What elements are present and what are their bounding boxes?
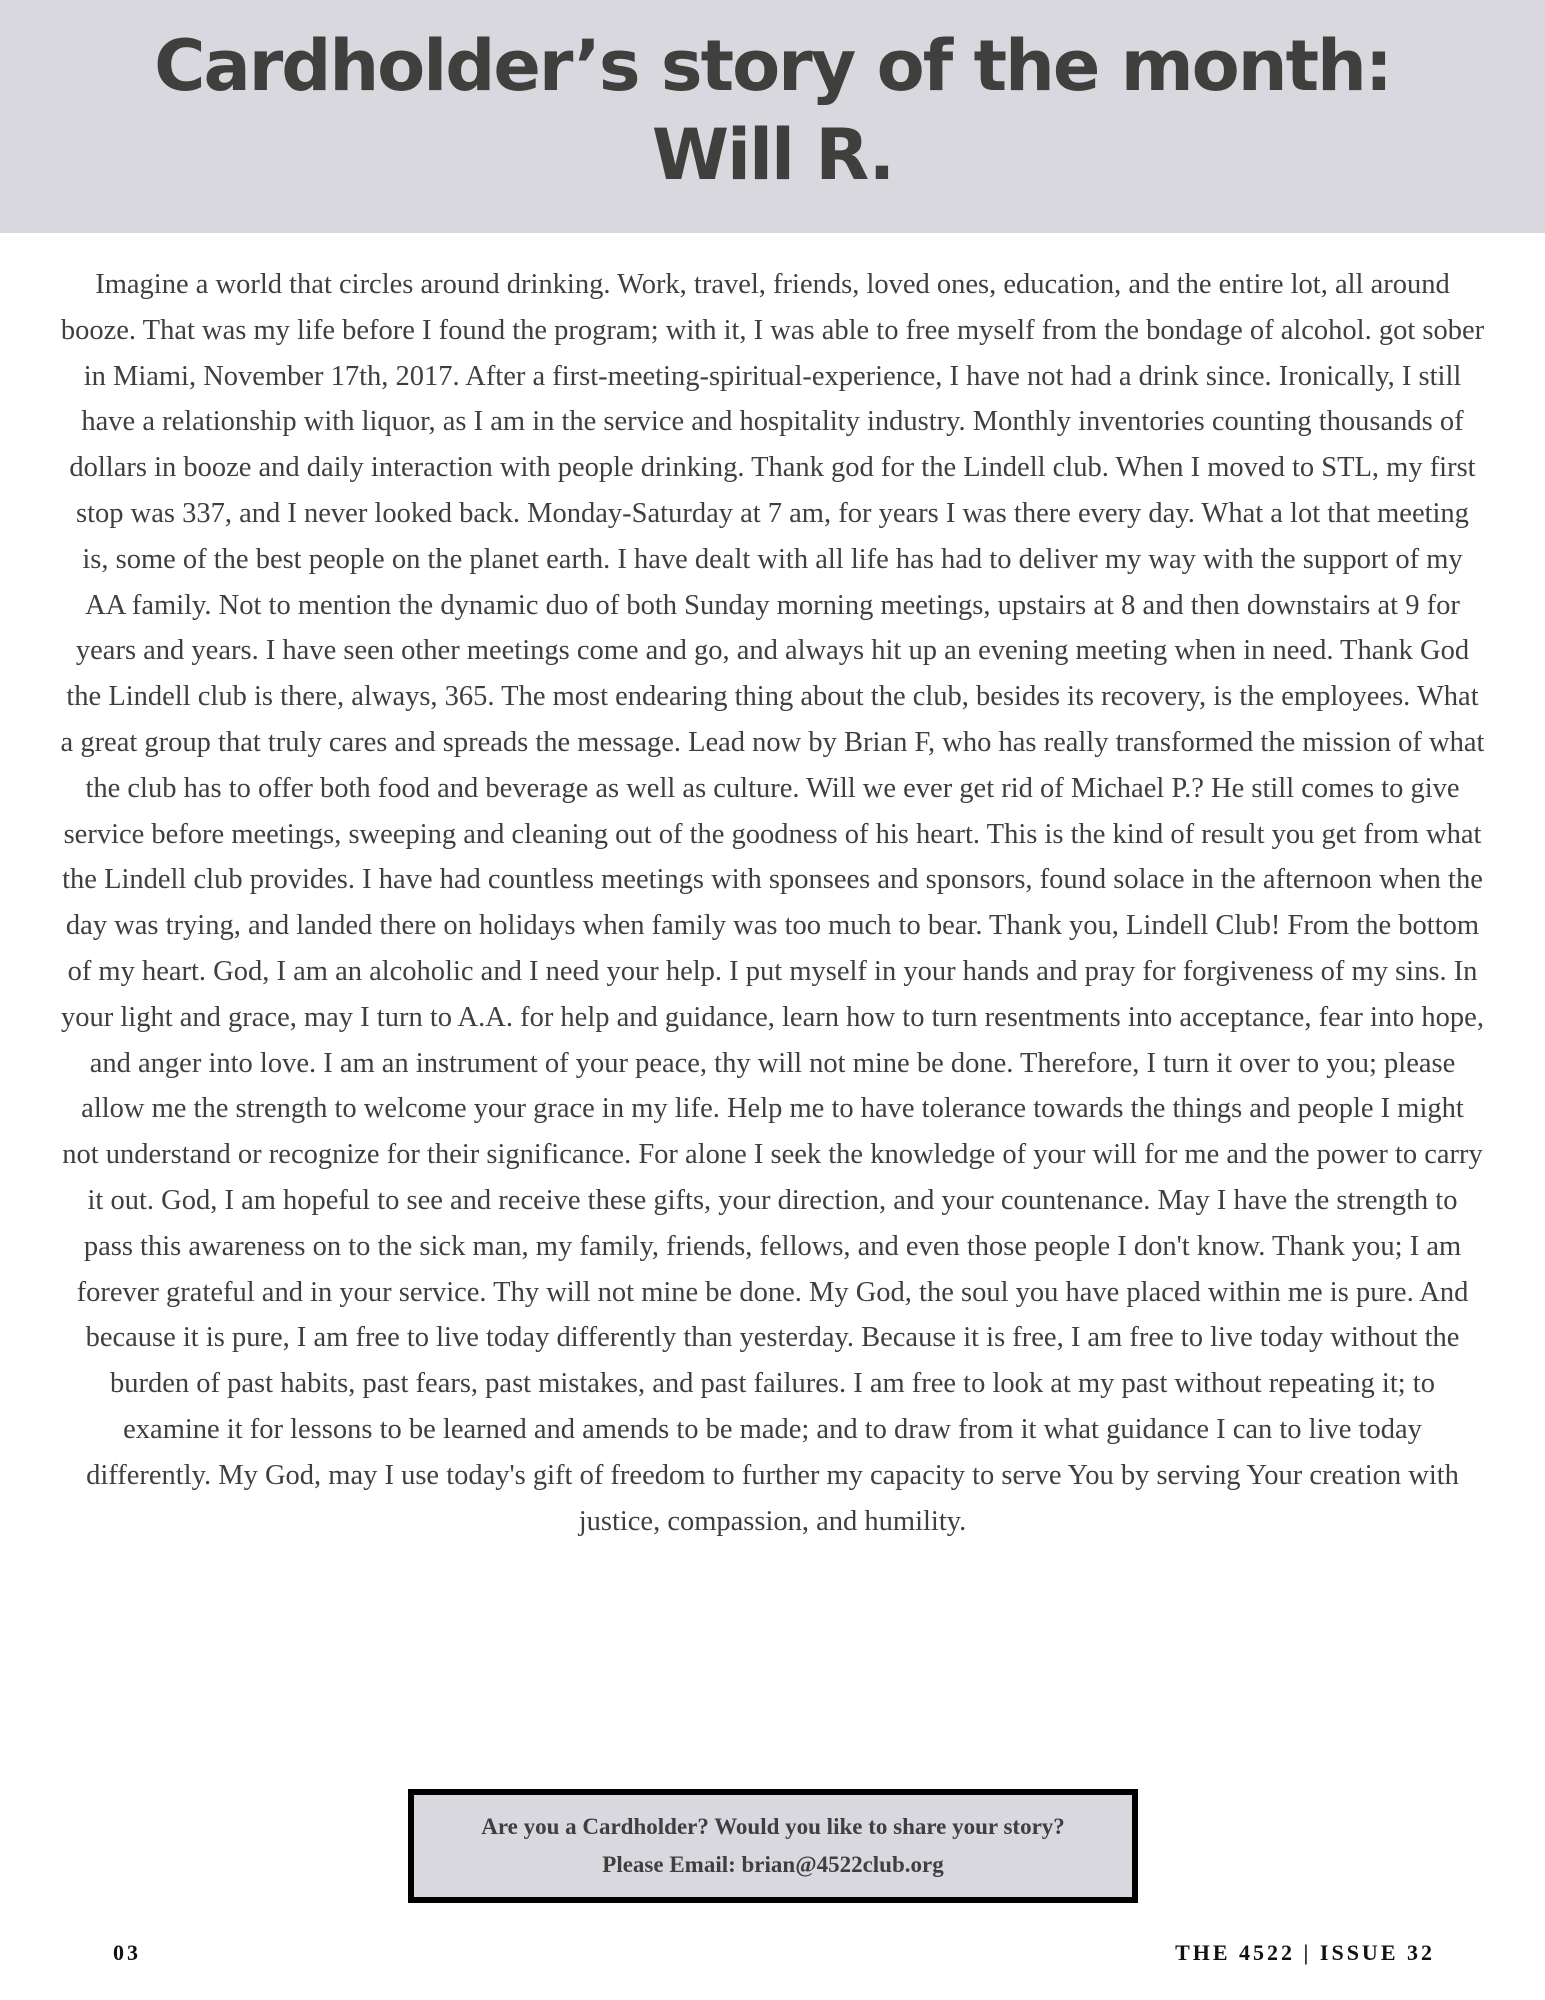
share-story-prompt: Are you a Cardholder? Would you like to share your story? <box>481 1814 1065 1839</box>
publication-issue: THE 4522 | ISSUE 32 <box>1175 1940 1435 1965</box>
header-band <box>0 0 1545 233</box>
share-story-email: Please Email: brian@4522club.org <box>602 1852 944 1877</box>
page-title-line-1: Cardholder’s story of the month: <box>154 25 1391 107</box>
page-number: 03 <box>113 1940 141 1965</box>
story-body: Imagine a world that circles around drinking. Work, travel, friends, loved ones, education, and the entire lot, all around booze. That was my life before I found the program; with it, I was able to free myself from the bondage of alcohol. got sober in Miami, November 17th, 2017. After a first-meeting-spiritual-experience, I have not had a drink since. Ironically, I still have a relationship with liquor, as I am in the service and hospitality industry. Monthly inventories counting thousands of dollars in booze and daily interaction with people drinking. Thank god for the Lindell club. When I moved to STL, my first stop was 337, and I never looked back. Monday-Saturday at 7 am, for years I was there every day. What a lot that meeting is, some of the best people on the planet earth. I have dealt with all life has had to deliver my way with the support of my AA family. Not to mention the dynamic duo of both Sunday morning meetings, upstairs at 8 and then downstairs at 9 for years and years. I have seen other meetings come and go, and always hit up an evening meeting when in need. Thank God the Lindell club is there, always, 365. The most endearing thing about the club, besides its recovery, is the employees. What a great group that truly cares and spreads the message. Lead now by Brian F, who has really transformed the mission of what the club has to offer both food and beverage as well as culture. Will we ever get rid of Michael P.? He still comes to give service before meetings, sweeping and cleaning out of the goodness of his heart. This is the kind of result you get from what the Lindell club provides. I have had countless meetings with sponsees and sponsors, found solace in the afternoon when the day was trying, and landed there on holidays when family was too much to bear. Thank you, Lindell Club! From the bottom of my heart. God, I am an alcoholic and I need your help. I put myself in your hands and pray for forgiveness of my sins. In your light and grace, may I turn to A.A. for help and guidance, learn how to turn resentments into acceptance, fear into hope, and anger into love. I am an instrument of your peace, thy will not mine be done. Therefore, I turn it over to you; please allow me the strength to welcome your grace in my life. Help me to have tolerance towards the things and people I might not understand or recognize for their significance. For alone I seek the knowledge of your will for me and the power to carry it out. God, I am hopeful to see and receive these gifts, your direction, and your countenance. May I have the strength to pass this awareness on to the sick man, my family, friends, fellows, and even those people I don't know. Thank you; I am forever grateful and in your service. Thy will not mine be done. My God, the soul you have placed within me is pure. And because it is pure, I am free to live today differently than yesterday. Because it is free, I am free to live today without the burden of past habits, past fears, past mistakes, and past failures. I am free to look at my past without repeating it; to examine it for lessons to be learned and amends to be made; and to draw from it what guidance I can to live today differently. My God, may I use today's gift of freedom to further my capacity to serve You by serving Your creation with justice, compassion, and humility. <box>60 269 1485 1537</box>
share-story-box <box>408 1789 1138 1903</box>
page-title <box>0 22 1545 200</box>
page-title-line-2: Will R. <box>651 114 894 196</box>
